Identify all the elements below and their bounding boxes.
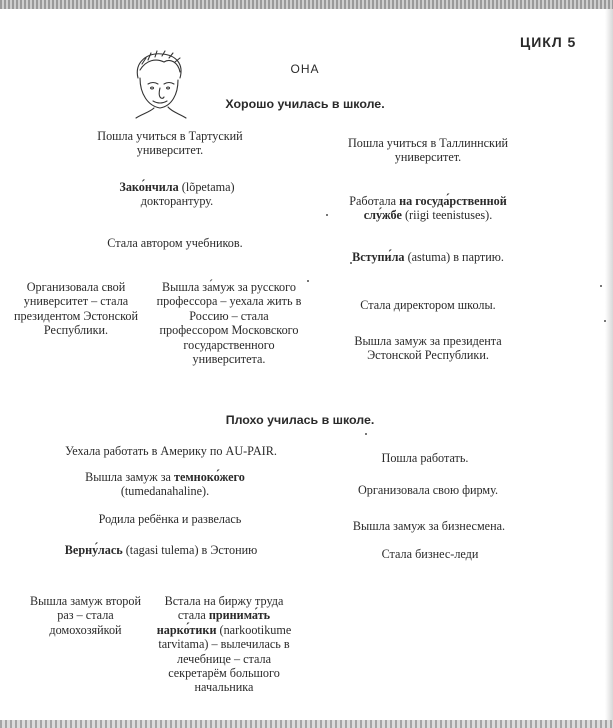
bad-left-step-5b-pre: Встала на биржу труда стала: [164, 594, 284, 623]
scan-right-edge: [605, 9, 613, 720]
scan-speck: [365, 433, 367, 435]
scan-speck: [307, 280, 309, 282]
bad-left-step-3: Родила ребёнка и развелась: [98, 512, 242, 526]
bad-right-step-2: Организовала свою фирму.: [357, 483, 499, 497]
bad-left-step-5b: [150, 594, 298, 695]
bad-left-step-4-rest: (tagasi tulema) в Эстонию: [122, 543, 258, 557]
bad-left-step-5b-bold: принима́ть нарко́тики: [156, 608, 271, 637]
good-left-step-2-rest: (lõpetama) докторантуру.: [140, 180, 235, 209]
bad-left-step-4-bold: Верну́лась: [64, 543, 123, 557]
good-right-step-5: Вышла замуж за президента Эстонской Республики.: [354, 334, 502, 363]
good-right-step-1: Пошла учиться в Таллиннский университет.: [347, 136, 509, 165]
bad-right-step-4: Стала бизнес-леди: [381, 547, 479, 561]
good-right-step-3-rest: (astuma) в партию.: [404, 250, 504, 264]
good-right-step-2-pre: Работала: [349, 194, 400, 208]
good-left-step-3: Стала автором учебников.: [107, 236, 243, 250]
bad-left-step-2-post: (tumedanahaline).: [120, 484, 210, 499]
bad-left-step-5b-post: (narkootikume tarvitama) – вылечилась в лечебнице – стала секретарём большого начальника: [158, 622, 292, 695]
scan-speck: [326, 214, 328, 216]
cycle-label: ЦИКЛ 5: [520, 34, 577, 50]
woman-portrait-illustration: [128, 50, 192, 120]
good-right-step-3: [338, 250, 518, 264]
scan-speck: [600, 285, 602, 287]
good-right-step-3-bold: Вступи́ла: [352, 250, 405, 264]
good-left-step-2-bold: Зако́нчила: [119, 180, 179, 194]
good-left-step-1: Пошла учиться в Тартуский университет.: [97, 129, 243, 158]
good-left-step-2: [92, 180, 262, 209]
bad-right-step-3: Вышла замуж за бизнесмена.: [352, 519, 506, 533]
good-right-step-2-post: (riigi teenistuses).: [401, 208, 493, 223]
good-left-step-4a: Организовала свой университет – стала президентом Эстонской Республики.: [14, 280, 138, 338]
bad-left-step-1: Уехала работать в Америку по AU-PAIR.: [65, 444, 277, 458]
scan-speck: [604, 320, 606, 322]
she-title: ОНА: [290, 62, 320, 76]
good-right-step-2-bold: на госуда́рственной слу́жбе: [363, 194, 507, 223]
good-right-step-4: Стала директором школы.: [360, 298, 496, 312]
bad-left-step-4: [26, 543, 296, 557]
bad-left-step-5a: Вышла замуж второй раз – стала домохозяйкой: [30, 594, 141, 637]
good-left-step-4b: Вышла за́муж за русского профессора – уехала жить в Россию – стала профессором Московского государственного университета.: [156, 280, 302, 367]
bad-left-step-2-bold: темноко́жего: [173, 470, 245, 484]
bad-left-step-2-pre: Вышла замуж за: [85, 470, 174, 484]
scan-speck: [350, 262, 352, 264]
scan-bottom-edge: [0, 720, 613, 728]
bad-right-step-1: Пошла работать.: [381, 451, 469, 465]
section-heading-bad: Плохо училась в школе.: [225, 413, 375, 427]
scan-top-edge: [0, 0, 613, 9]
bad-left-step-2: [60, 470, 270, 499]
good-right-step-2: [338, 194, 518, 223]
section-heading-good: Хорошо училась в школе.: [225, 97, 385, 111]
